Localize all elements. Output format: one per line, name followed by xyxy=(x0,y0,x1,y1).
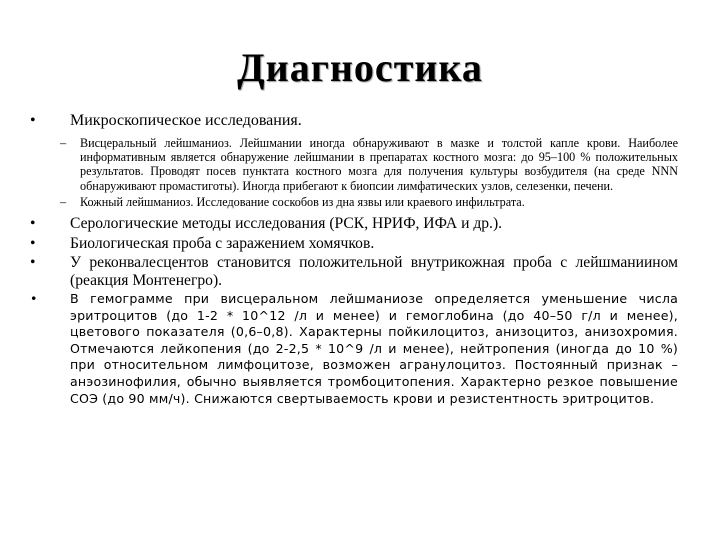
list-item-hemogram xyxy=(30,291,678,407)
slide-title: Диагностика xyxy=(237,45,483,90)
sublist-item-visceral xyxy=(30,136,678,193)
list-item-text: Микроскопическое исследования. xyxy=(70,112,302,129)
list-item-text: В гемограмме при висцеральном лейшманиозе определяется уменьшение числа эритроцитов (до 1‑2 * 10^12 /л и менее) и гемоглобина (до 40–50 г/л и менее), цветового показателя (0,6–0,8). Характерны пойкилоцитоз, анизоцитоз, анизохромия. Отмечаются лейкопения (до 2‑2,5 * 10^9 /л и менее), нейтропения (иногда до 10 %) при относительном лимфоцитозе, возможен агранулоцитоз. Постоянный признак – анэозинофилия, обычно выявляется тромбоцитопения. Характерно резкое повышение СОЭ (до 90 мм/ч). Снижаются свертываемость крови и резистентность эритроцитов. xyxy=(70,291,678,406)
dash-marker: – xyxy=(60,136,67,150)
sublist-item-text: Висцеральный лейшманиоз. Лейшмании иногда обнаруживают в мазке и толстой капле крови. Наиболее информативным является обнаружение лейшмании в препаратах костного мозга: до 95–100 % положительных результатов. Проводят посев пунктата костного мозга для получения культуры возбудителя (на среде NNN обнаруживают промастиготы). Иногда прибегают к биопсии лимфатических узлов, селезенки, печени. xyxy=(80,136,678,193)
list-item-montenegro xyxy=(30,254,678,289)
bullet-marker: • xyxy=(30,254,36,272)
list-item-microscopy xyxy=(30,112,678,130)
bullet-list xyxy=(30,112,678,407)
list-item-text: Серологические методы исследования (РСК, НРИФ, ИФА и др.). xyxy=(70,215,503,233)
bullet-marker: • xyxy=(30,291,38,307)
list-item-serology xyxy=(30,215,678,233)
bullet-marker: • xyxy=(30,215,36,233)
list-item-text: У реконвалесцентов становится положительной внутрикожная проба с лейшманиином (реакция Монтенегро). xyxy=(70,254,678,289)
sublist-item-text: Кожный лейшманиоз. Исследование соскобов из дна язвы или краевого инфильтрата. xyxy=(80,194,525,209)
dash-marker: – xyxy=(60,194,67,209)
list-item-text: Биологическая проба с заражением хомячков. xyxy=(70,234,375,252)
list-item-bioassay xyxy=(30,235,678,253)
sublist-item-cutaneous xyxy=(30,195,678,209)
bullet-marker: • xyxy=(30,112,36,129)
bullet-marker: • xyxy=(30,234,36,252)
